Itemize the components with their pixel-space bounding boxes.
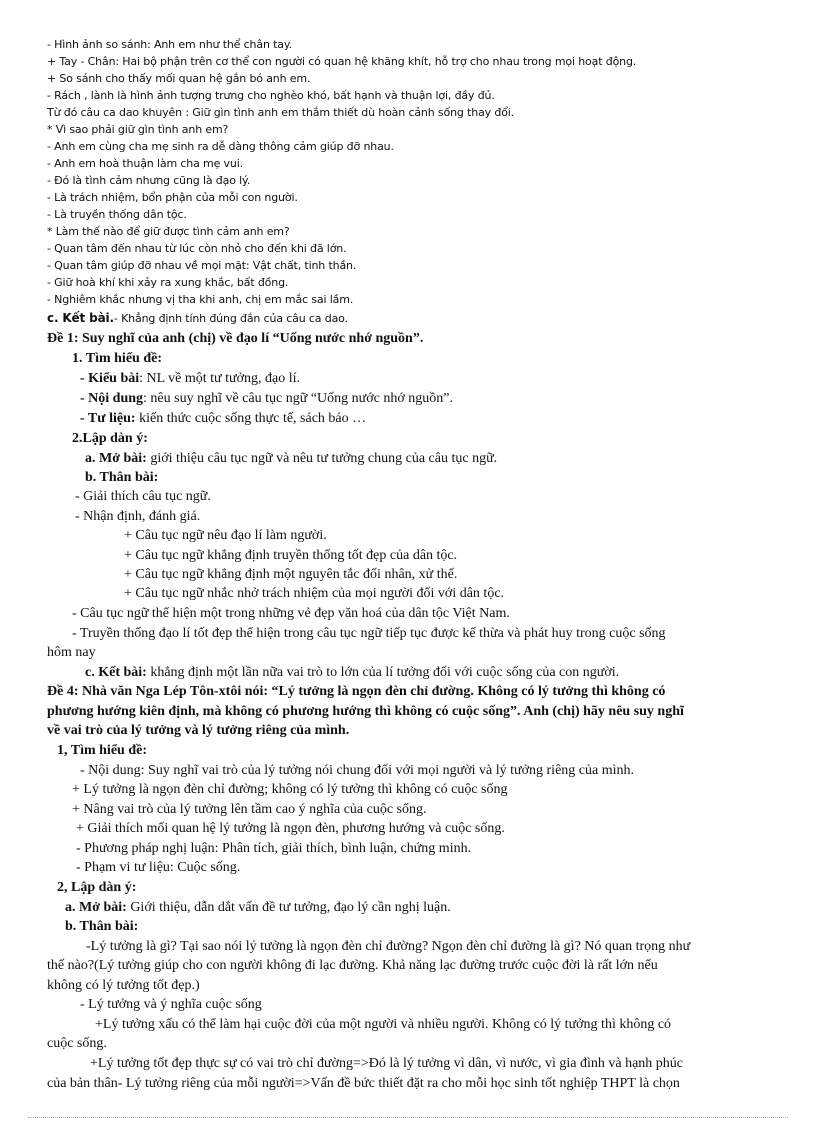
text-line: +Lý tưởng tốt đẹp thực sự có vai trò chỉ đường=>Đó là lý tưởng vì dân, vì nước, vì gia đình và hạnh phúc bbox=[90, 1056, 684, 1071]
text-line: hôm nay bbox=[47, 645, 96, 660]
text-line: + So sánh cho thấy mối quan hệ gắn bó anh em. bbox=[47, 72, 311, 85]
text-line: Từ đó câu ca dao khuyên : Giữ gìn tình anh em thắm thiết dù hoàn cảnh sống thay đổi. bbox=[47, 106, 515, 119]
text-line: - Hình ảnh so sánh: Anh em như thể chân tay. bbox=[47, 38, 293, 51]
topic-1-heading: Đề 1: Suy nghĩ của anh (chị) về đạo lí “Uống nước nhớ nguồn”. bbox=[47, 331, 424, 346]
text-line: + Tay - Chân: Hai bộ phận trên cơ thể con người có quan hệ khăng khít, hỗ trợ cho nhau trong mọi hoạt động. bbox=[47, 55, 637, 68]
text-line: - Đó là tình cảm nhưng cũng là đạo lý. bbox=[47, 174, 251, 187]
topic-4-heading: về vai trò của lý tưởng và lý tưởng riêng của mình. bbox=[47, 723, 350, 738]
text-line: - Anh em cùng cha mẹ sinh ra dễ dàng thông cảm giúp đỡ nhau. bbox=[47, 140, 394, 153]
section-heading: 1. Tìm hiểu đề: bbox=[72, 351, 162, 366]
topic-4-heading: Đề 4: Nhà văn Nga Lép Tôn-xtôi nói: “Lý tưởng là ngọn đèn chỉ đường. Không có lý tưởng thì không có bbox=[47, 684, 666, 699]
text-line: - Kiểu bài: NL về một tư tưởng, đạo lí. bbox=[80, 371, 301, 386]
page-bottom-divider bbox=[28, 1117, 788, 1118]
conclusion-label: c. Kết bài. bbox=[47, 311, 114, 325]
text-line: - Anh em hoà thuận làm cha mẹ vui. bbox=[47, 157, 243, 170]
text-line: - Nhận định, đánh giá. bbox=[75, 509, 201, 524]
text-line: * Vì sao phải giữ gìn tình anh em? bbox=[47, 123, 229, 136]
text-line: a. Mở bài: Giới thiệu, dẫn dắt vấn đề tư tưởng, đạo lý cần nghị luận. bbox=[65, 900, 451, 915]
section-heading: 1, Tìm hiểu đề: bbox=[57, 743, 147, 758]
text-line: b. Thân bài: bbox=[65, 919, 139, 934]
text-line: cuộc sống. bbox=[47, 1036, 107, 1051]
text-line: -Lý tưởng là gì? Tại sao nói lý tưởng là ngọn đèn chỉ đường? Ngọn đèn chỉ đường là gì? Nó quan trọng như bbox=[86, 939, 691, 954]
conclusion-line bbox=[47, 311, 348, 325]
text-line: - Là truyền thống dân tộc. bbox=[47, 208, 187, 221]
text-line: + Nâng vai trò của lý tưởng lên tầm cao ý nghĩa của cuộc sống. bbox=[72, 802, 427, 817]
text-line: - Nội dung: nêu suy nghĩ về câu tục ngữ “Uống nước nhớ nguồn”. bbox=[80, 391, 453, 406]
text-line: không có lý tưởng tốt đẹp.) bbox=[47, 978, 200, 993]
text-line: - Quan tâm đến nhau từ lúc còn nhỏ cho đến khi đã lớn. bbox=[47, 242, 347, 255]
text-line: của bản thân- Lý tưởng riêng của mỗi người=>Vấn đề bức thiết đặt ra cho mỗi học sinh tốt nghiệp THPT là chọn bbox=[47, 1076, 680, 1091]
text-line: - Câu tục ngữ thể hiện một trong những vẻ đẹp văn hoá của dân tộc Việt Nam. bbox=[72, 606, 510, 621]
topic-4-heading: phương hướng kiên định, mà không có phương hướng thì không có cuộc sống”. Anh (chị) hãy nêu suy nghĩ bbox=[47, 704, 684, 719]
text-line: - Giữ hoà khí khi xảy ra xung khắc, bất đồng. bbox=[47, 276, 289, 289]
text-line: + Giải thích mối quan hệ lý tưởng là ngọn đèn, phương hướng và cuộc sống. bbox=[76, 821, 505, 836]
text-line: + Câu tục ngữ nhắc nhở trách nhiệm của mọi người đối với dân tộc. bbox=[124, 586, 505, 601]
text-line: thế nào?(Lý tưởng giúp cho con người không đi lạc đường. Khả năng lạc đường trước cuộc đời là rất lớn nếu bbox=[47, 958, 658, 973]
text-line: - Tư liệu: kiến thức cuộc sống thực tế, sách báo … bbox=[80, 411, 367, 426]
text-line: - Nội dung: Suy nghĩ vai trò của lý tưởng nói chung đối với mọi người và lý tưởng riêng của mình. bbox=[80, 763, 634, 778]
text-line: + Lý tưởng là ngọn đèn chỉ đường; không có lý tưởng thì không có cuộc sống bbox=[72, 782, 508, 797]
text-line: + Câu tục ngữ nêu đạo lí làm người. bbox=[124, 528, 327, 543]
text-line: b. Thân bài: bbox=[85, 470, 159, 485]
text-line: - Quan tâm giúp đỡ nhau về mọi mặt: Vật chất, tinh thần. bbox=[47, 259, 357, 272]
text-line: - Rách , lành là hình ảnh tượng trưng cho nghèo khó, bất hạnh và thuận lợi, đầy đủ. bbox=[47, 89, 495, 102]
text-line: - Là trách nhiệm, bổn phận của mỗi con người. bbox=[47, 191, 298, 204]
text-line: + Câu tục ngữ khẳng định truyền thống tốt đẹp của dân tộc. bbox=[124, 548, 458, 563]
text-line: - Nghiêm khắc nhưng vị tha khi anh, chị em mắc sai lầm. bbox=[47, 293, 354, 306]
text-line: - Phương pháp nghị luận: Phân tích, giải thích, bình luận, chứng minh. bbox=[76, 841, 472, 856]
text-line: - Giải thích câu tục ngữ. bbox=[75, 489, 211, 504]
text-line: * Làm thế nào để giữ được tình cảm anh em? bbox=[47, 225, 290, 238]
text-line: a. Mở bài: giới thiệu câu tục ngữ và nêu tư tưởng chung của câu tục ngữ. bbox=[85, 451, 498, 466]
section-heading: 2.Lập dàn ý: bbox=[72, 431, 148, 446]
text-line: + Câu tục ngữ khẳng định một nguyên tắc đối nhân, xử thế. bbox=[124, 567, 458, 582]
conclusion-text: - Khẳng định tính đúng đắn của câu ca dao. bbox=[113, 312, 348, 325]
text-line: - Lý tưởng và ý nghĩa cuộc sống bbox=[80, 997, 262, 1012]
section-heading: 2, Lập dàn ý: bbox=[57, 880, 137, 895]
text-line: c. Kết bài: khẳng định một lần nữa vai trò to lớn của lí tưởng đối với cuộc sống của con người. bbox=[85, 665, 620, 680]
text-line: - Truyền thống đạo lí tốt đẹp thể hiện trong câu tục ngữ tiếp tục được kế thừa và phát huy trong cuộc sống bbox=[72, 626, 666, 641]
text-line: +Lý tưởng xấu có thể làm hại cuộc đời của một người và nhiều người. Không có lý tưởng thì không có bbox=[95, 1017, 672, 1032]
text-line: - Phạm vi tư liệu: Cuộc sống. bbox=[76, 860, 241, 875]
